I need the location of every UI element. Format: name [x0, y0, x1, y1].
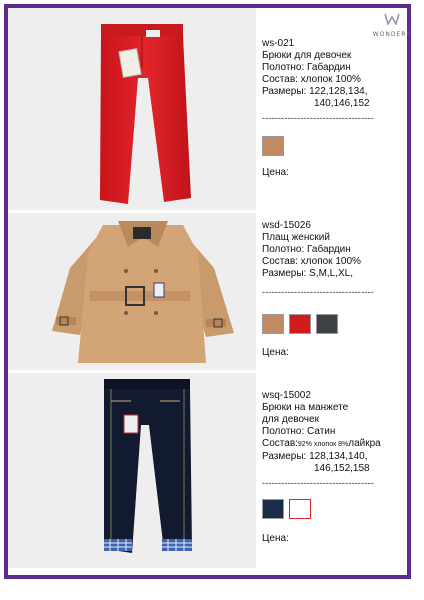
brand-logo [368, 12, 416, 42]
product-1-divider: ----------------------------------- [262, 113, 374, 123]
product-2-price: Цена: [262, 347, 289, 358]
product-1-code: ws-021 [262, 38, 295, 49]
swatch-red [289, 314, 311, 334]
product-2-fabric: Полотно: Габардин [262, 244, 351, 255]
product-1-photo-panel [8, 8, 256, 210]
swatch-navy [262, 499, 284, 519]
product-3-swatches [262, 499, 311, 519]
product-1-swatches [262, 136, 284, 156]
product-2-divider: ----------------------------------- [262, 287, 374, 297]
composition-percent: 92% хлопок 8% [297, 441, 349, 448]
product-3-composition [262, 438, 381, 451]
navy-jeans-image [8, 373, 256, 568]
product-1-details [262, 38, 374, 124]
brand-name: WONDERS [372, 31, 412, 38]
product-1-sizes: Размеры: 122,128,134, [262, 86, 368, 97]
composition-material: лайкра [348, 438, 381, 449]
swatch-graphite [316, 314, 338, 334]
brand-logo-mark [384, 13, 400, 25]
beige-coat-image [8, 213, 256, 370]
product-1-sizes-cont: 140,146,152 [314, 98, 370, 109]
product-2-photo-panel [8, 213, 256, 370]
product-3-price: Цена: [262, 533, 289, 544]
product-3-sizes-cont: 146,152,158 [314, 463, 370, 474]
product-3-code: wsq-15002 [262, 390, 311, 401]
product-1-price: Цена: [262, 167, 289, 178]
composition-label: Состав: [262, 438, 298, 449]
swatch-tan [262, 314, 284, 334]
product-3-name-cont: для девочек [262, 414, 319, 425]
product-1-composition: Состав: хлопок 100% [262, 74, 361, 85]
product-3-divider: ----------------------------------- [262, 478, 374, 488]
product-3-fabric: Полотно: Сатин [262, 426, 336, 437]
product-2-name: Плащ женский [262, 232, 330, 243]
product-2-swatches [262, 314, 338, 334]
product-3-name: Брюки на манжете [262, 402, 349, 413]
product-2-code: wsd-15026 [262, 220, 311, 231]
product-1-name: Брюки для девочек [262, 50, 352, 61]
swatch-white [289, 499, 311, 519]
product-2-details [262, 220, 374, 298]
product-3-photo-panel [8, 373, 256, 568]
product-2-sizes: Размеры: S,M,L,XL, [262, 268, 354, 279]
swatch-tan [262, 136, 284, 156]
product-1-fabric: Полотно: Габардин [262, 62, 351, 73]
product-3-sizes: Размеры: 128,134,140, [262, 451, 368, 462]
product-3-details [262, 390, 381, 489]
product-2-composition: Состав: хлопок 100% [262, 256, 361, 267]
red-trousers-image [8, 8, 256, 210]
